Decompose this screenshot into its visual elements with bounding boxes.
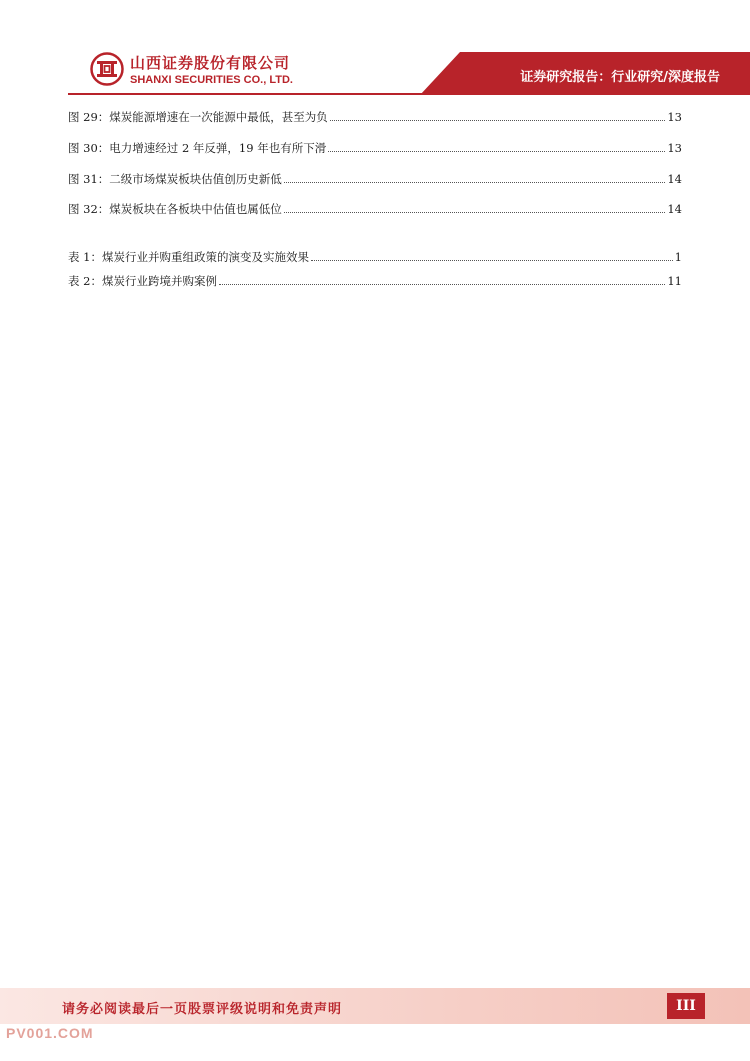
figure-entry[interactable] bbox=[68, 200, 682, 216]
company-logo-icon bbox=[90, 52, 124, 86]
watermark: PV001.COM bbox=[6, 1025, 94, 1041]
dot-leader bbox=[284, 211, 666, 213]
figure-entry-page: 14 bbox=[667, 172, 682, 186]
figure-entry-page: 14 bbox=[667, 202, 682, 216]
figure-entry-label: 图 31：二级市场煤炭板块估值创历史新低 bbox=[68, 172, 282, 186]
dot-leader bbox=[328, 150, 665, 152]
dot-leader bbox=[330, 119, 666, 121]
dot-leader bbox=[219, 283, 665, 285]
table-entry-page: 11 bbox=[667, 274, 682, 288]
figure-entry-label: 图 32：煤炭板块在各板块中估值也属低位 bbox=[68, 202, 282, 216]
page-header bbox=[0, 0, 750, 110]
table-entry[interactable] bbox=[68, 248, 682, 264]
header-divider bbox=[68, 93, 458, 95]
table-entry-page: 1 bbox=[674, 250, 682, 264]
company-name-cn: 山西证券股份有限公司 bbox=[130, 54, 291, 72]
table-entry-label: 表 1：煤炭行业并购重组政策的演变及实施效果 bbox=[68, 250, 309, 264]
table-entry[interactable] bbox=[68, 272, 682, 288]
dot-leader bbox=[284, 181, 666, 183]
company-name-en: SHANXI SECURITIES CO., LTD. bbox=[130, 74, 293, 86]
figure-entry[interactable] bbox=[68, 108, 682, 124]
figure-entry[interactable] bbox=[68, 170, 682, 186]
table-entry-label: 表 2：煤炭行业跨境并购案例 bbox=[68, 274, 217, 288]
figure-entry-label: 图 30：电力增速经过 2 年反弹，19 年也有所下滑 bbox=[68, 141, 327, 155]
page-number: III bbox=[667, 993, 705, 1019]
report-type-title: 证券研究报告：行业研究/深度报告 bbox=[520, 70, 720, 85]
dot-leader bbox=[311, 259, 673, 261]
figure-entry-label: 图 29：煤炭能源增速在一次能源中最低，甚至为负 bbox=[68, 110, 328, 124]
figure-entry-page: 13 bbox=[667, 141, 682, 155]
figure-entry[interactable] bbox=[68, 139, 682, 155]
footer-disclaimer: 请务必阅读最后一页股票评级说明和免责声明 bbox=[62, 1002, 343, 1017]
figure-entry-page: 13 bbox=[667, 110, 682, 124]
